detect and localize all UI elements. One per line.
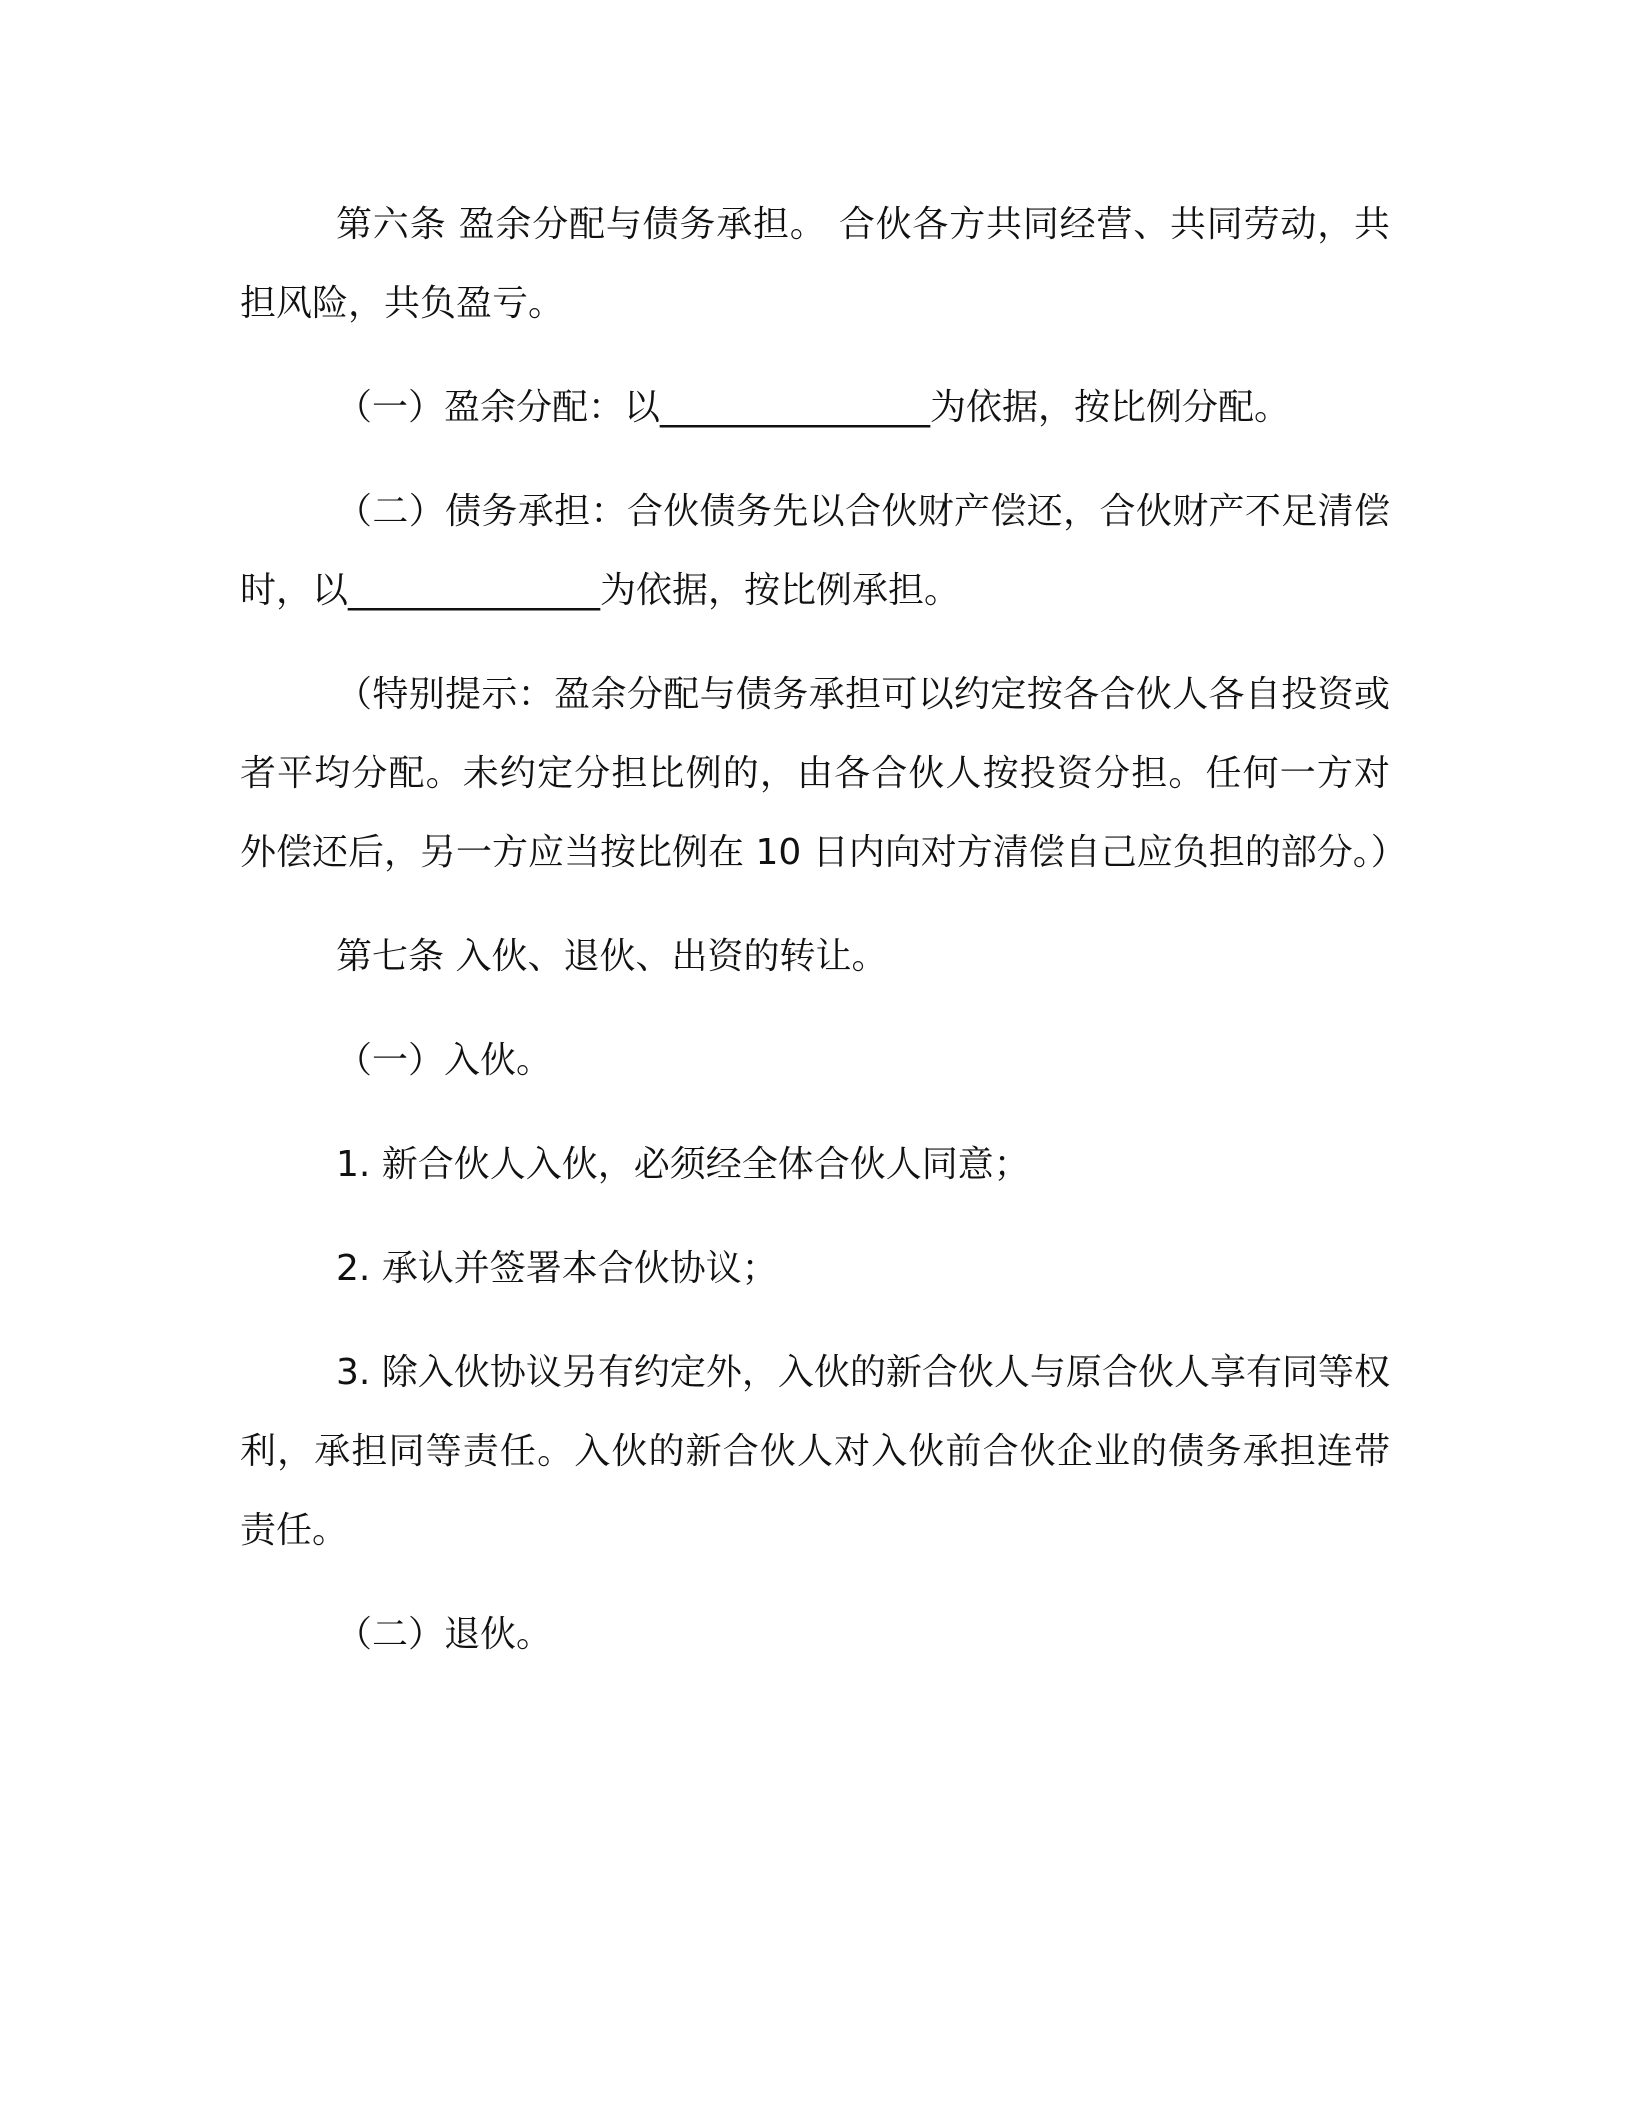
article-6-heading-paragraph: 第六条 盈余分配与债务承担。 合伙各方共同经营、共同劳动，共担风险，共负盈亏。 [240,204,1390,324]
joining-item-3: 3. 除入伙协议另有约定外，入伙的新合伙人与原合伙人享有同等权利，承担同等责任。入伙的新合伙人对入伙前合伙企业的债务承担连带责任。 [240,1352,1390,1551]
joining-item-2: 2. 承认并签署本合伙协议； [336,1248,778,1289]
article-7-heading: 第七条 入伙、退伙、出资的转让。 [336,936,888,977]
joining-item-1: 1. 新合伙人入伙，必须经全体合伙人同意； [336,1144,1030,1185]
document-body [240,185,1407,1674]
debt-bearing-clause: （二）债务承担：合伙债务先以合伙财产偿还，合伙财产不足清偿时，以______________为依据，按比例承担。 [240,491,1390,611]
surplus-distribution-clause: （一）盈余分配：以_______________为依据，按比例分配。 [336,387,1291,428]
joining-subheading: （一）入伙。 [336,1040,553,1081]
special-note-paragraph: （特别提示：盈余分配与债务承担可以约定按各合伙人各自投资或者平均分配。未约定分担比例的，由各合伙人按投资分担。任何一方对外偿还后，另一方应当按比例在 10 日内向对方清偿自己应负担的部分。） [240,674,1407,873]
withdrawal-subheading: （二）退伙。 [336,1614,553,1655]
